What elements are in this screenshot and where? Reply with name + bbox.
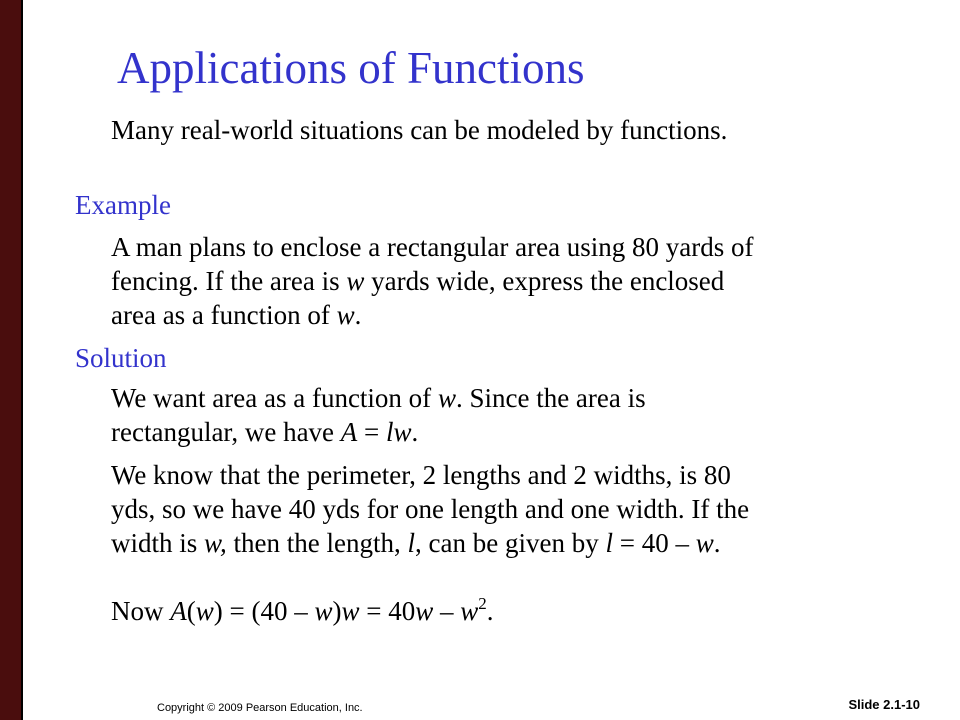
solution-p2-line-2: yds, so we have 40 yds for one length and one width. If the	[111, 494, 750, 524]
intro-text: Many real-world situations can be modeled by functions.	[111, 115, 728, 145]
example-heading: Example	[75, 190, 171, 220]
example-line-3: area as a function of w.	[111, 300, 362, 330]
solution-line	[111, 492, 749, 526]
solution-heading: Solution	[75, 343, 167, 373]
solution-line	[111, 526, 720, 560]
example-line-1: A man plans to enclose a rectangular area using 80 yards of	[111, 232, 754, 262]
copyright-notice: Copyright © 2009 Pearson Education, Inc.	[157, 702, 363, 714]
slide-title: Applications of Functions	[117, 43, 585, 93]
solution-p1-line-1: We want area as a function of w. Since the area is	[111, 383, 646, 413]
slide-number: Slide 2.1-10	[848, 697, 920, 712]
solution-p1-line-2: rectangular, we have A = lw.	[111, 417, 419, 447]
solution-line	[111, 415, 418, 449]
example-line-2: fencing. If the area is w yards wide, express the enclosed	[111, 266, 725, 296]
example-line	[111, 230, 754, 264]
example-line	[111, 298, 361, 332]
left-border-line	[21, 0, 23, 720]
solution-line	[111, 458, 731, 492]
solution-p2-line-1: We know that the perimeter, 2 lengths and 2 widths, is 80	[111, 460, 731, 490]
left-border-bar	[0, 0, 21, 720]
solution-p2-line-3: width is w, then the length, l, can be given by l = 40 – w.	[111, 528, 721, 558]
final-equation: Now $A(w) = (40 - w)w = 40w - w^2$.	[111, 594, 494, 626]
example-line	[111, 264, 724, 298]
solution-line	[111, 381, 646, 415]
